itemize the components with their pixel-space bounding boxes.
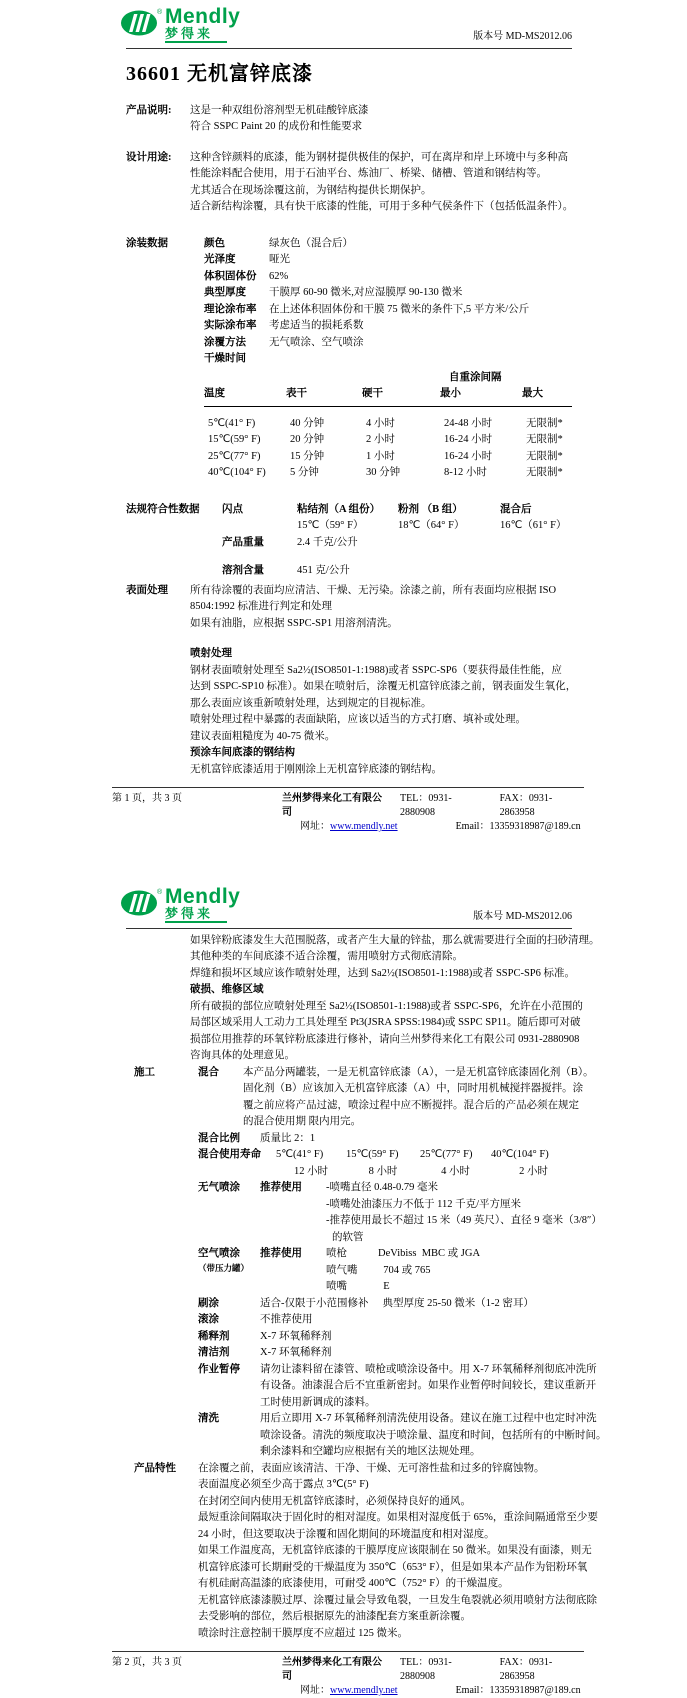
key: 溶剂含量	[222, 565, 264, 576]
key: 清洗	[198, 1413, 219, 1424]
value: 704 或 765	[378, 1264, 431, 1276]
text-line: 的软管	[332, 1231, 364, 1243]
key: 无气喷涂	[198, 1182, 240, 1193]
website-label: 网址：	[300, 821, 330, 832]
subsection-title: 破损、维修区域	[190, 984, 264, 995]
section-label: 设计用途:	[126, 151, 172, 163]
key: 实际涂布率	[204, 320, 257, 331]
key: 喷气嘴	[326, 1264, 358, 1276]
svg-text:®: ®	[157, 889, 162, 896]
cell: 2 小时	[366, 434, 395, 445]
section-features	[126, 1461, 598, 1643]
value: 不推荐使用	[260, 1314, 313, 1325]
text-line: 在涂覆之前，表面应该清洁、干净、干燥、无可溶性盐和过多的锌腐蚀物。	[198, 1462, 545, 1474]
text-line: 这是一种双组份溶剂型无机硅酸锌底漆	[190, 104, 369, 116]
cell: 8 小时	[368, 1165, 398, 1177]
key: 混合比例	[198, 1132, 240, 1144]
value: 451 克/公升	[297, 565, 350, 576]
value: 2.4 千克/公升	[297, 536, 358, 548]
text-line: 符合 SSPC Paint 20 的成份和性能要求	[190, 121, 363, 132]
value: 在上述体积固体份和干膜 75 微米的条件下,5 平方米/公斤	[269, 303, 530, 315]
text-line: 焊缝和损坏区域应该作喷射处理，达到 Sa2½(ISO8501-1:1988)或者 SSPC-SP6 标准。	[190, 967, 576, 979]
section-label: 表面处理	[126, 584, 168, 596]
brand-name-cn: 梦得来	[165, 907, 227, 923]
cell: 15℃(59° F)	[208, 434, 261, 445]
text-line: 工时使用新调成的漆料。	[260, 1396, 376, 1408]
text-line: 所有待涂覆的表面均应清洁、干燥、无污染。涂漆之前，所有表面均应根据 ISO	[190, 584, 557, 596]
logo-text	[165, 887, 240, 925]
equipment-row	[326, 1279, 480, 1296]
text-line: 在封闭空间内使用无机富锌底漆时，必须保持良好的通风。	[198, 1495, 471, 1507]
brush-row	[198, 1296, 572, 1313]
text-line: 固化剂（B）应该加入无机富锌底漆（A）中，同时用机械搅拌器搅拌。涂	[243, 1083, 584, 1094]
table-row	[204, 449, 572, 466]
cell: 15℃(59° F)	[346, 1149, 399, 1160]
key: 光泽度	[204, 254, 236, 265]
recommended-label: 推荐使用	[260, 1182, 302, 1193]
page-header	[120, 880, 572, 925]
cell: 24-48 小时	[444, 417, 493, 429]
paint-data-row	[204, 318, 572, 335]
cell: 16℃（61° F）	[500, 520, 567, 531]
solvent-content-row	[222, 563, 572, 580]
text-line: 无机富锌底漆适用于刚刚涂上无机富锌底漆的钢结构。	[190, 763, 442, 775]
section-regulatory	[126, 502, 572, 580]
page-1	[0, 0, 687, 834]
section-label: 产品特性	[134, 1462, 176, 1474]
paint-data-row	[204, 269, 572, 286]
cell: 5℃(41° F)	[208, 417, 256, 429]
cell: 无限制*	[526, 467, 563, 478]
value: 62%	[269, 270, 289, 282]
tel: TEL：0931-2880908	[400, 1657, 452, 1682]
header-rule	[126, 48, 572, 49]
key: 清洁剂	[198, 1347, 230, 1358]
cell: 20 分钟	[290, 434, 325, 445]
value: 哑光	[269, 254, 290, 265]
cell: 12 小时	[293, 1165, 329, 1177]
spacer	[222, 518, 297, 535]
cell: 18℃（64° F）	[398, 520, 465, 531]
col-header: 粉剂 （B 组）	[398, 503, 463, 515]
spacer	[222, 551, 572, 563]
text-line: 建议表面粗糙度为 40-75 微米。	[190, 730, 336, 742]
mix-ratio-row	[198, 1131, 572, 1148]
key-note: （带压力罐）	[198, 1262, 250, 1273]
value	[260, 1296, 572, 1313]
text-line: 有机硅耐高温漆的底漆使用，可耐受 400℃（752° F）的干燥温度。	[198, 1578, 509, 1589]
section-paint-data	[126, 236, 572, 368]
value: E	[378, 1281, 390, 1292]
website-link[interactable]: www.mendly.net	[330, 1685, 398, 1696]
cell: 无限制*	[526, 434, 563, 445]
page-gap	[0, 834, 687, 880]
key: 闪点	[222, 503, 243, 515]
page-header	[120, 0, 572, 45]
svg-text:®: ®	[157, 9, 162, 16]
paint-data-row	[204, 252, 572, 269]
mendly-logo	[120, 7, 240, 45]
cell: 30 分钟	[366, 467, 401, 478]
key-label: 空气喷涂	[198, 1248, 240, 1259]
table-group-header: 自重涂间隔	[449, 371, 502, 383]
key: 颜色	[204, 237, 225, 249]
page-2	[0, 880, 687, 1698]
table-row	[204, 432, 572, 449]
section-design-use	[126, 150, 572, 216]
drying-time-table	[204, 370, 572, 482]
regulatory-temp-row	[222, 518, 572, 535]
paint-data-row	[204, 285, 572, 302]
text-line: 表面温度必须至少高于露点 3℃(5° F)	[198, 1479, 369, 1490]
text-line: 请勿让漆料留在漆管、喷枪或喷涂设备中。用 X-7 环氧稀释剂彻底冲洗所	[260, 1363, 597, 1375]
table-row	[204, 416, 572, 433]
section-label: 产品说明:	[126, 104, 172, 116]
airless-spray-row	[198, 1180, 602, 1246]
text-line: 那么表面应该重新喷射处理，达到规定的目视标准。	[190, 697, 432, 709]
logo-text	[165, 7, 240, 45]
brand-name: Mendly	[165, 5, 241, 28]
section-label: 法规符合性数据	[126, 503, 200, 515]
text-line: 无机富锌底漆漆膜过厚、涂覆过量会导致龟裂，一旦发生龟裂就必须用喷射方法彻底除	[198, 1594, 597, 1606]
value: X-7 环氧稀释剂	[260, 1330, 332, 1342]
cell: 1 小时	[366, 450, 395, 462]
section-product-desc	[126, 103, 572, 136]
page-number: 第 2 页，共 3 页	[112, 1657, 182, 1668]
table-rule	[204, 406, 572, 407]
text-line: 这种含锌颜料的底漆，能为钢材提供极佳的保护，可在离岸和岸上环境中与多种高	[190, 151, 568, 163]
pot-life-row	[198, 1147, 572, 1180]
text-line: 喷涂设备。清洗的频度取决于喷涂量、温度和时间，包括所有的中断时间。	[260, 1429, 607, 1441]
subsection-title: 预涂车间底漆的钢结构	[190, 747, 295, 758]
version-label: 版本号 MD-MS2012.06	[473, 30, 572, 42]
value-part: 适合-仅限于小范围修补	[260, 1297, 369, 1309]
text-line: 喷涂时注意控制干膜厚度不应超过 125 微米。	[198, 1627, 408, 1639]
text-line: 局部区域采用人工动力工具处理至 Pt3(JSRA SPSS:1984)或 SSPC SP11。随后即可对破	[190, 1017, 581, 1028]
key: 滚涂	[198, 1314, 219, 1325]
email: Email：13359318987@189.cn	[455, 821, 581, 832]
text-line: -喷嘴直径 0.48-0.79 毫米	[326, 1182, 438, 1193]
text-line: 去受影响的部位，然后根据原先的油漆配套方案重新涂覆。	[198, 1611, 471, 1622]
cell: 25℃(77° F)	[420, 1149, 473, 1160]
cell: 25℃(77° F)	[208, 450, 261, 462]
text-line: 损部位用推荐的环氧锌粉底漆进行修补，请向兰州梦得来化工有限公司 0931-2880908	[190, 1033, 580, 1045]
text-line: 咨询具体的处理意见。	[190, 1050, 295, 1061]
mendly-logo-icon	[120, 887, 162, 919]
text-line: 覆之前应将产品过滤，喷涂过程中应不断搅拌。混合后的产品必须在规定	[243, 1099, 579, 1111]
pot-life-temps	[276, 1147, 572, 1164]
cell: 40℃(104° F)	[208, 467, 266, 478]
equipment-row	[326, 1263, 480, 1280]
text-line: 8504:1992 标准进行判定和处理	[190, 601, 333, 612]
fax: FAX：0931-2863958	[499, 793, 553, 818]
paint-data-row	[204, 335, 572, 352]
company-name: 兰州梦得来化工有限公司	[282, 793, 382, 818]
key: 体积固体份	[204, 270, 257, 282]
website	[300, 820, 398, 834]
text-line: 如果锌粉底漆发生大范围脱落，或者产生大量的锌盐，那么就需要进行全面的扫砂清理。	[190, 934, 600, 946]
text-line: 24 小时，但这要取决于涂覆和固化期间的环境温度和相对湿度。	[198, 1528, 495, 1540]
section-application	[126, 1065, 607, 1461]
value: DeVibiss MBC 或 JGA	[378, 1248, 481, 1259]
cell: 15℃（59° F）	[297, 520, 364, 531]
text-line: 最短重涂间隔取决于固化时的相对湿度。如果相对湿度低于 65%，重涂间隔通常至少要	[198, 1512, 598, 1523]
paint-data-row	[204, 351, 572, 368]
roller-row	[198, 1312, 572, 1329]
header-rule	[126, 928, 572, 929]
section-surface-treatment	[126, 583, 577, 779]
regulatory-header-row	[222, 502, 572, 519]
key: 刷涂	[198, 1297, 219, 1309]
cell: 40 分钟	[290, 417, 325, 429]
text-line: 性能涂料配合使用，用于石油平台、炼油厂、桥梁、储槽、管道和钢结构等。	[190, 168, 547, 179]
equipment-row	[326, 1246, 480, 1263]
version-label: 版本号 MD-MS2012.06	[473, 910, 572, 922]
text-line: -推荐使用最长不超过 15 米（49 英尺）、直径 9 毫米（3/8″）	[326, 1215, 602, 1226]
table-row	[204, 465, 572, 482]
section-label: 涂装数据	[126, 237, 168, 249]
text-line: 尤其适合在现场涂覆这前，为钢结构提供长期保护。	[190, 184, 432, 196]
col-header: 硬干	[362, 388, 383, 399]
section-label: 施工	[134, 1066, 155, 1078]
text-line: 如果工作温度高，无机富锌底漆的干膜厚度应该限制在 50 微米。如果没有面漆，则无	[198, 1545, 592, 1556]
col-header: 最小	[440, 388, 461, 399]
col-header: 粘结剂（A 组份）	[297, 503, 381, 515]
page-title: 36601 无机富锌底漆	[126, 62, 313, 85]
key: 混合使用寿命	[198, 1149, 261, 1160]
text-line: 喷射处理过程中暴露的表面缺陷，应该以适当的方式打磨、填补或处理。	[190, 714, 526, 725]
brand-name-cn: 梦得来	[165, 27, 227, 43]
text-line: 所有破损的部位应喷射处理至 Sa2½(ISO8501-1:1988)或者 SSPC-SP6，允许在小范围的	[190, 1000, 583, 1012]
thinner-row	[198, 1329, 572, 1346]
mix-row	[198, 1065, 594, 1131]
work-pause-row	[198, 1362, 597, 1412]
key: 混合	[198, 1066, 219, 1078]
text-line: 适合新结构涂覆，具有快干底漆的性能，可用于多种气侯条件下（包括低温条件）。	[190, 201, 574, 212]
text-line: 用后立即用 X-7 环氧稀释剂清洗使用设备。建议在施工过程中也定时冲洗	[260, 1413, 597, 1424]
col-header: 温度	[204, 388, 225, 399]
tel: TEL：0931-2880908	[400, 793, 452, 818]
cell: 无限制*	[526, 450, 563, 462]
cell: 无限制*	[526, 417, 563, 429]
text-line: -喷嘴处油漆压力不低于 112 千克/平方厘米	[326, 1198, 522, 1210]
subsection-title: 喷射处理	[190, 648, 232, 659]
table-header-row	[204, 386, 572, 403]
cleaner-row	[198, 1345, 572, 1362]
paint-data-row	[204, 236, 572, 253]
product-weight-row	[222, 535, 572, 552]
text-line: 钢材表面喷射处理至 Sa2½(ISO8501-1:1988)或者 SSPC-SP6（要获得最佳性能，应	[190, 664, 562, 676]
key: 理论涂布率	[204, 303, 257, 315]
company-name: 兰州梦得来化工有限公司	[282, 1657, 382, 1682]
key: 稀释剂	[198, 1330, 230, 1342]
text-line: 其他种类的车间底漆不适合涂覆，需用喷射方式彻底清除。	[190, 951, 463, 962]
brand-name: Mendly	[165, 885, 241, 908]
key: 产品重量	[222, 536, 264, 548]
cell: 15 分钟	[290, 450, 325, 462]
text-line: 达到 SSPC-SP10 标准）。如果在喷射后，涂覆无机富锌底漆之前，钢表面发生氧化，	[190, 681, 577, 692]
website-label: 网址：	[300, 1685, 330, 1696]
key: 涂覆方法	[204, 336, 246, 348]
col-header: 混合后	[500, 503, 532, 515]
cell: 16-24 小时	[444, 434, 493, 445]
website-link[interactable]: www.mendly.net	[330, 821, 398, 832]
text-line: 的混合使用期 限内用完。	[243, 1116, 362, 1127]
key: 喷嘴	[326, 1281, 347, 1292]
text-line: 本产品分两罐装，一是无机富锌底漆（A），一是无机富锌底漆固化剂（B）。	[243, 1066, 594, 1078]
paint-data-row	[204, 302, 572, 319]
value: X-7 环氧稀释剂	[260, 1347, 332, 1358]
key: 干燥时间	[204, 353, 246, 364]
value-part: 典型厚度 25-50 微米（1-2 密耳）	[382, 1297, 534, 1309]
value: 质量比 2：1	[260, 1132, 316, 1144]
col-header: 最大	[522, 388, 543, 399]
cell: 40℃(104° F)	[491, 1149, 549, 1160]
text-line: 剩余漆料和空罐均应根据有关的地区法规处理。	[260, 1446, 481, 1457]
key: 作业暂停	[198, 1363, 240, 1375]
cell: 8-12 小时	[444, 467, 487, 478]
text-line: 有设备。油漆混合后不宜重新密封。如果作业暂停时间较长，建议重新开	[260, 1380, 596, 1391]
value: 无气喷涂、空气喷涂	[269, 336, 364, 348]
mendly-logo-icon	[120, 7, 162, 39]
cell: 16-24 小时	[444, 450, 493, 462]
page-number: 第 1 页，共 3 页	[112, 793, 182, 804]
air-spray-row	[198, 1246, 572, 1296]
website	[300, 1684, 398, 1698]
page-footer	[112, 1651, 584, 1698]
text-line: 机富锌底漆可长期耐受的干燥温度为 350℃（653° F），但是如果本产品作为铝粉环氧	[198, 1561, 588, 1573]
recommended-label: 推荐使用	[260, 1248, 302, 1259]
cleaning-row	[198, 1411, 607, 1461]
email: Email：13359318987@189.cn	[455, 1685, 581, 1696]
col-header: 表干	[286, 388, 307, 399]
cell: 5 分钟	[290, 467, 319, 478]
cell: 4 小时	[366, 417, 395, 429]
page-footer	[112, 787, 584, 834]
value: 考虑适当的损耗系数	[269, 320, 364, 331]
cell: 5℃(41° F)	[276, 1149, 324, 1160]
fax: FAX：0931-2863958	[499, 1657, 553, 1682]
text-line: 如果有油脂，应根据 SSPC-SP1 用溶剂清洗。	[190, 617, 398, 629]
value: 干膜厚 60-90 微米,对应湿膜厚 90-130 微米	[269, 287, 463, 298]
surface-treatment-continued	[190, 933, 600, 1065]
key: 喷枪	[326, 1248, 347, 1259]
key	[198, 1246, 260, 1296]
pot-life-times	[276, 1164, 572, 1181]
value: 绿灰色（混合后）	[269, 237, 353, 249]
key: 典型厚度	[204, 287, 246, 298]
cell: 4 小时	[441, 1165, 470, 1177]
mendly-logo	[120, 887, 240, 925]
cell: 2 小时	[519, 1165, 548, 1177]
